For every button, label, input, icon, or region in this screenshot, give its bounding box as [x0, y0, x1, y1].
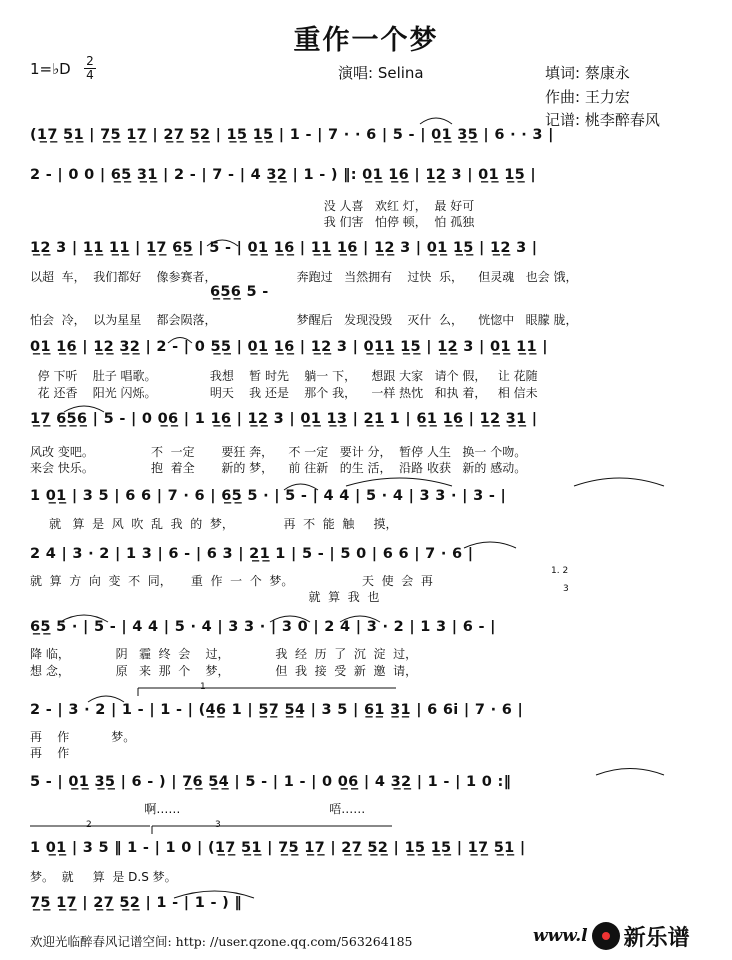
slur	[596, 769, 664, 776]
slur	[346, 478, 452, 486]
lyric-line: 停 下听 肚子 唱歌。 我想 暂 时先 躺一 下， 想跟 大家 请个 假， 让 花随	[30, 369, 538, 383]
lyric-line: 怕会 冷， 以为星星 都会陨落， 梦醒后 发现没毁 灭什 么， 恍惚中 眼朦 胧，	[30, 313, 578, 327]
notation-row: 2 4 | 3 · 2 | 1 3 | 6 - | 6 3 | 2̲1̲ 1 | 5 - | 5 0 | 6 6 | 7 · 6 |	[30, 546, 474, 562]
logo-brand: 新乐谱	[623, 925, 690, 951]
notation-row: (1̲7̲ 5̲1̲ | 7̲5̲ 1̲7̲ | 2̲7̲ 5̲2̲ | 1̲5̲ 1̲5̲ | 1 - | 7 · · 6 | 5 - | 0̲1̲ 3̲5̲ | 6 · · 3 |	[30, 127, 554, 143]
composer-credit: 作曲: 王力宏	[545, 88, 630, 106]
notation-row: 1̲2̲ 3 | 1̲1̲ 1̲1̲ | 1̲7̲ 6̲5̲ | 5 - | 0̲1̲ 1̲6̲ | 1̲1̲ 1̲6̲ | 1̲2̲ 3 | 0̲1̲ 1̲5̲ | 1̲2̲ 3 |	[30, 240, 538, 256]
slur	[168, 338, 192, 344]
volta-label: 1	[200, 682, 206, 692]
time-signature-top: 2	[86, 54, 94, 68]
slur	[64, 406, 104, 412]
notation-row: 5 - | 0̲1̲ 3̲5̲ | 6 - ) | 7̲6̲ 5̲4̲ | 5 - | 1 - | 0 0̲6̲ | 4 3̲2̲ | 1 - | 1 0 :‖	[30, 774, 512, 790]
slur	[420, 118, 452, 124]
footer-text: 欢迎光临醉春风记谱空间: http: //user.qzone.qq.com/563264185	[30, 934, 413, 949]
lyric-line: 梦。 就 算 是 D.S 梦。	[30, 870, 177, 884]
song-title: 重作一个梦	[293, 25, 439, 56]
notation-row: 6̲5̲ 5 · | 5 - | 4 4 | 5 · 4 | 3 3 · | 3 0 | 2 4 | 3 · 2 | 1 3 | 6 - |	[30, 619, 496, 635]
lyric-line: 再 作	[30, 746, 70, 760]
disc-icon	[592, 922, 620, 950]
slur	[174, 891, 254, 898]
slur	[464, 542, 516, 548]
lyric-line: 花 还香 阳光 闪烁。 明天 我 还是 那个 我， 一样 热忱 和执 着， 相 信未	[30, 386, 538, 400]
lyric-line: 风改 变吧。 不 一定 要狂 奔， 不 一定 要计 分， 暂停 人生 换一 个吻。	[30, 445, 527, 459]
site-logo	[533, 920, 690, 952]
logo-www: www.l	[533, 926, 588, 946]
verse-marker: 3	[563, 584, 569, 594]
notation-row: 2 - | 3 · 2 | 1 - | 1 - | (4̲6̲ 1 | 5̲7̲ 5̲4̲ | 3 5 | 6̲1̲ 3̲1̲ | 6 6i | 7 · 6 |	[30, 702, 524, 718]
lyric-line: 想 念， 原 来 那 个 梦， 但 我 接 受 新 邀 请，	[30, 664, 418, 678]
key-signature: 1=♭D	[30, 60, 71, 78]
lyric-line: 就 算 我 也	[30, 590, 380, 604]
volta-label: 2	[86, 820, 92, 830]
slur	[207, 240, 238, 246]
slur	[340, 616, 380, 622]
singer-credit: 演唱: Selina	[338, 64, 424, 82]
notation-row: 1 0̲1̲ | 3 5 | 6 6 | 7 · 6 | 6̲5̲ 5 · | 5 - | 4 4 | 5 · 4 | 3 3 · | 3 - |	[30, 488, 507, 504]
verse-marker: 1. 2	[551, 566, 569, 576]
notation-row: 0̲1̲ 1̲6̲ | 1̲2̲ 3̲2̲ | 2 - | 0 5̲5̲ | 0̲1̲ 1̲6̲ | 1̲2̲ 3 | 0̲1̲1̲ 1̲5̲ | 1̲2̲ 3 | 0̲1̲ 1̲1̲ |	[30, 339, 548, 355]
notation-row: 1̲7̲ 6̲5̲6̲ | 5 - | 0 0̲6̲ | 1 1̲6̲ | 1̲2̲ 3 | 0̲1̲ 1̲3̲ | 2̲1̲ 1 | 6̲1̲ 1̲6̲ | 1̲2̲ 3̲1̲ |	[30, 411, 538, 427]
lyric-line: 以超 车， 我们都好 像参赛者， 奔跑过 当然拥有 过快 乐， 但灵魂 也会 饿，	[30, 270, 578, 284]
lyric-line: 没 人喜 欢红 灯， 最 好可	[30, 199, 475, 213]
slur	[284, 484, 318, 490]
lyric-line: 啊…… 唔……	[30, 802, 366, 816]
notation-fragment: 6̲5̲6̲ 5 -	[210, 284, 269, 300]
notation-row: 1 0̲1̲ | 3 5 ‖ 1 - | 1 0 | (1̲7̲ 5̲1̲ | 7̲5̲ 1̲7̲ | 2̲7̲ 5̲2̲ | 1̲5̲ 1̲5̲ | 1̲7̲ 5̲1̲ |	[30, 840, 526, 856]
lyric-line: 就 算 是 风 吹 乱 我 的 梦， 再 不 能 触 摸，	[30, 517, 398, 531]
notation-row: 2 - | 0 0 | 6̲5̲ 3̲1̲ | 2 - | 7 - | 4 3̲2̲ | 1 - ) ‖: 0̲1̲ 1̲6̲ | 1̲2̲ 3 | 0̲1̲ 1̲5̲ |	[30, 167, 536, 183]
lyric-line: 降 临， 阴 霾 终 会 过， 我 经 历 了 沉 淀 过，	[30, 647, 418, 661]
lyric-line: 再 作 梦。	[30, 730, 136, 744]
slur	[88, 696, 124, 702]
notation-row: 7̲5̲ 1̲7̲ | 2̲7̲ 5̲2̲ | 1 - | 1 - ) ‖	[30, 895, 242, 911]
transcriber-credit: 记谱: 桃李醉春风	[545, 111, 660, 129]
lyric-line: 就 算 方 向 变 不 同， 重 作 一 个 梦。 天 使 会 再	[30, 574, 433, 588]
lyric-line: 我 们害 怕停 顿， 怕 孤独	[30, 215, 475, 229]
slur	[60, 615, 108, 622]
lyric-line: 来会 快乐。 抱 着全 新的 梦， 前 往新 的生 活， 沿路 收获 新的 感动。	[30, 461, 527, 475]
volta-label: 3	[215, 820, 221, 830]
lyricist-credit: 填词: 蔡康永	[545, 64, 630, 82]
slur	[270, 616, 310, 622]
time-signature-bottom: 4	[84, 68, 96, 82]
slur	[574, 478, 664, 486]
